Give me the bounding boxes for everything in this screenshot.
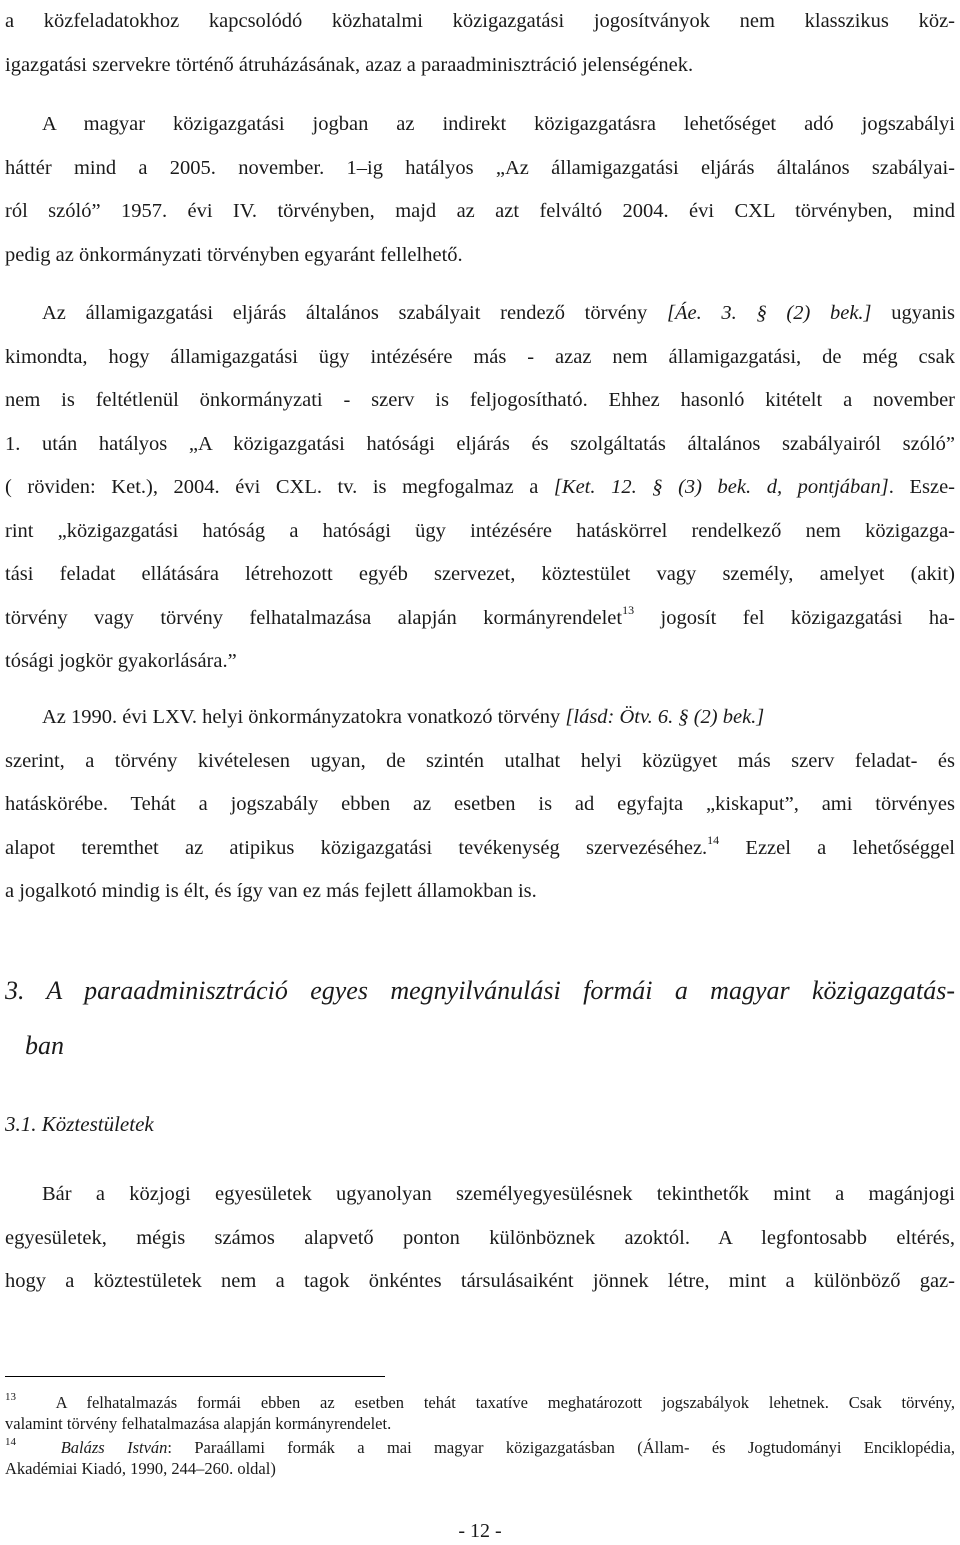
text-segment: : Paraállami formák a mai magyar közigazgatásban (Állam- és Jogtudományi Enciklopédia, [167, 1438, 955, 1457]
footnote-line [5, 1437, 955, 1458]
footnote-line: Akadémiai Kiadó, 1990, 244–260. oldal) [5, 1459, 276, 1478]
text-line: tási feladat ellátására létrehozott egyéb szervezet, köztestület vagy személy, amelyet (akit) [5, 563, 955, 585]
page-number: - 12 - [458, 1520, 502, 1542]
footnote-author: Balázs István [60, 1438, 168, 1457]
paragraph-koztestuletek [5, 1173, 955, 1304]
footnote-separator [5, 1376, 385, 1377]
text-line: Bár a közjogi egyesületek ugyanolyan személyegyesülésnek tekinthetők mint a magánjogi [42, 1183, 955, 1205]
text-line [5, 292, 955, 336]
text-line: hogy a köztestületek nem a tagok önkéntes társulásaiként jönnek létre, mint a különböző gaz- [5, 1270, 955, 1292]
text-line [5, 696, 955, 740]
text-segment: . Esze- [888, 476, 956, 498]
section-heading-3 [5, 963, 955, 1073]
text-segment: alapot teremthet az atipikus közigazgatási tevékenység szervezéséhez. [5, 836, 708, 859]
footnote-line: valamint törvény felhatalmazása alapján kormányrendelet. [5, 1414, 392, 1433]
text-segment: A felhatalmazás formái ebben az esetben tehát taxatíve meghatározott jogszabályok lehetnek. Csak törvény, [55, 1393, 955, 1412]
text-segment: jogosít fel közigazgatási ha- [634, 606, 956, 629]
text-segment: Ezzel a lehetőséggel [719, 836, 955, 859]
footnote-number: 13 [5, 1391, 16, 1403]
text-line [5, 466, 955, 510]
text-segment: ugyanis [871, 302, 955, 324]
footnote-ref-14[interactable]: 14 [707, 832, 720, 847]
text-line: hatáskörébe. Tehát a jogszabály ebben az esetben is ad egyfajta „kiskaput”, ami törvényes [5, 793, 955, 815]
text-line: szerint, a törvény kivételesen ugyan, de szintén utalhat helyi közügyet más szerv feladat- és [5, 749, 955, 772]
footnote-line [5, 1392, 955, 1413]
text-segment: törvény vagy törvény felhatalmazása alapján kormányrendelet [5, 606, 623, 629]
text-line: egyesületek, mégis számos alapvető ponton különböznek azoktól. A legfontosabb eltérés, [5, 1226, 955, 1249]
legal-citation: [lásd: Ötv. 6. § (2) bek.] [565, 706, 765, 728]
legal-citation: [Ket. 12. § (3) bek. d, pontjában] [553, 476, 889, 498]
text-line: nem is feltétlenül önkormányzati - szerv is feljogosítható. Ehhez hasonló kitételt a november [5, 389, 955, 411]
heading-line: 3. A paraadminisztráció egyes megnyilvánulási formái a magyar közigazgatás- [5, 976, 955, 1005]
paragraph-ae-ket [5, 292, 955, 684]
text-segment: ( röviden: Ket.), 2004. évi CXL. tv. is megfogalmaz a [5, 476, 554, 498]
text-line: 1. után hatályos „A közigazgatási hatósági eljárás és szolgáltatás általános szabályairól szóló” [5, 432, 955, 455]
text-line: pedig az önkormányzati törvényben egyaránt fellelhető. [5, 243, 463, 266]
text-line: ról szóló” 1957. évi IV. törvényben, majd az azt felváltó 2004. évi CXL törvényben, mind [5, 200, 955, 222]
text-line: rint „közigazgatási hatóság a hatósági ügy intézésére hatáskörrel rendelkező nem közigazga- [5, 519, 955, 542]
text-line: A magyar közigazgatási jogban az indirekt közigazgatásra lehetőséget adó jogszabályi [42, 113, 955, 135]
text-segment: Az 1990. évi LXV. helyi önkormányzatokra vonatkozó törvény [42, 706, 566, 728]
paragraph-legal-background [5, 103, 955, 277]
footnote-13 [5, 1392, 955, 1434]
footnote-ref-13[interactable]: 13 [622, 602, 635, 617]
text-line: a közfeladatokhoz kapcsolódó közhatalmi közigazgatási jogosítványok nem klasszikus köz- [5, 10, 955, 32]
text-line: háttér mind a 2005. november. 1–ig hatályos „Az államigazgatási eljárás általános szabályai- [5, 156, 955, 179]
text-line: kimondta, hogy államigazgatási ügy intézésére más - azaz nem államigazgatási, de még csak [5, 345, 955, 368]
footnote-number: 14 [5, 1436, 16, 1448]
heading-line: ban [25, 1031, 64, 1060]
text-line [5, 597, 955, 641]
paragraph-otv [5, 696, 955, 914]
text-line: tósági jogkör gyakorlására.” [5, 650, 237, 672]
text-line: igazgatási szervekre történő átruházásának, azaz a paraadminisztráció jelenségének. [5, 53, 694, 76]
footnote-14 [5, 1437, 955, 1479]
legal-citation: [Áe. 3. § (2) bek.] [666, 302, 872, 324]
text-line [5, 827, 955, 871]
text-segment: Az államigazgatási eljárás általános szabályait rendező törvény [42, 302, 667, 324]
paragraph-intro [5, 0, 955, 87]
text-line: a jogalkotó mindig is élt, és így van ez más fejlett államokban is. [5, 880, 537, 902]
subsection-heading-3-1: 3.1. Köztestületek [5, 1112, 154, 1136]
